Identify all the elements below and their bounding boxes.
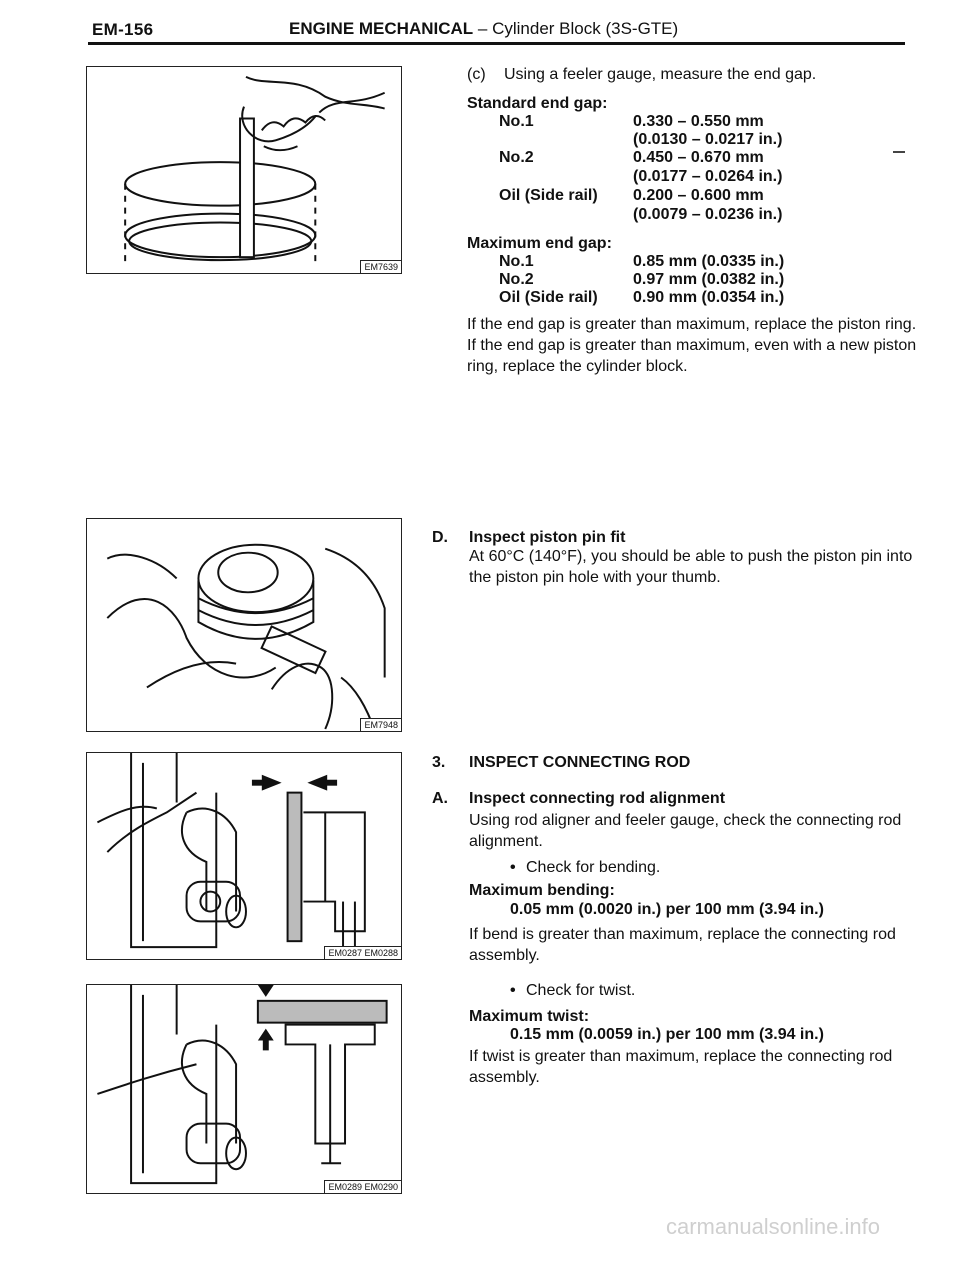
page-title [289,19,678,39]
spec-value: 0.97 mm (0.0382 in.) [633,271,785,288]
ring-end-gap-illustration [87,67,401,273]
spec-name: No.2 [499,149,534,166]
spec-value-in: (0.0177 – 0.0264 in.) [633,168,783,185]
figure-rod-bend-check [86,752,402,960]
spec-value-mm: 0.330 – 0.550 mm [633,113,764,130]
rod-twist-illustration [87,985,401,1193]
figure-code: EM7639 [360,260,402,274]
spec-name: Oil (Side rail) [499,289,598,306]
figure-code: EM0289 EM0290 [324,1180,402,1194]
bullet-twist: • Check for twist. [510,980,635,1001]
figure-piston-pin-fit [86,518,402,732]
step-d-title: Inspect piston pin fit [469,529,626,546]
spec-value-mm: 0.450 – 0.670 mm [633,149,764,166]
margin-mark [893,151,905,153]
max-bending-value: 0.05 mm (0.0020 in.) per 100 mm (3.94 in.) [510,901,824,918]
header-rule [88,42,905,45]
bullet-bending: • Check for bending. [510,857,660,878]
step-d-label: D. [432,529,448,546]
spec-value: 0.85 mm (0.0335 in.) [633,253,785,270]
rod-bend-illustration [87,753,401,959]
step-a-text: Using rod aligner and feeler gauge, check the connecting rod alignment. [469,812,902,850]
spec-name: No.2 [499,271,534,288]
max-twist-heading: Maximum twist: [469,1008,590,1025]
step-a-title: Inspect connecting rod alignment [469,790,726,807]
step-3-label: 3. [432,754,446,771]
watermark: carmanualsonline.info [665,1214,880,1239]
step-c-text: Using a feeler gauge, measure the end gap. [504,66,817,83]
max-bending-heading: Maximum bending: [469,882,615,899]
spec-name: Oil (Side rail) [499,187,598,204]
figure-code: EM0287 EM0288 [324,946,402,960]
spec-value: 0.90 mm (0.0354 in.) [633,289,785,306]
max-end-gap-heading: Maximum end gap: [467,235,612,252]
spec-value-in: (0.0079 – 0.0236 in.) [633,206,783,223]
figure-ring-end-gap [86,66,402,274]
spec-value-in: (0.0130 – 0.0217 in.) [633,131,783,148]
step-c-label: (c) [467,66,486,83]
page-code: EM-156 [92,20,154,39]
bending-note: If bend is greater than maximum, replace the connecting rod assembly. [469,926,896,964]
end-gap-note: If the end gap is greater than maximum, replace the piston ring. If the end gap is greater than maximum, even with a new piston ring, replace the cylinder block. [467,316,917,375]
max-twist-value: 0.15 mm (0.0059 in.) per 100 mm (3.94 in.) [510,1026,824,1043]
spec-name: No.1 [499,253,534,270]
step-a-label: A. [432,790,448,807]
spec-value-mm: 0.200 – 0.600 mm [633,187,764,204]
figure-rod-twist-check [86,984,402,1194]
standard-end-gap-heading: Standard end gap: [467,95,608,112]
step-d-text: At 60°C (140°F), you should be able to push the piston pin into the piston pin hole with your thumb. [469,548,913,586]
subsection-name: Cylinder Block (3S-GTE) [492,19,679,38]
section-name: ENGINE MECHANICAL [289,19,474,38]
figure-code: EM7948 [360,718,402,732]
piston-pin-illustration [87,519,401,731]
title-separator: – [473,19,493,38]
twist-note: If twist is greater than maximum, replace the connecting rod assembly. [469,1048,893,1086]
spec-name: No.1 [499,113,534,130]
step-3-title: INSPECT CONNECTING ROD [469,754,691,771]
